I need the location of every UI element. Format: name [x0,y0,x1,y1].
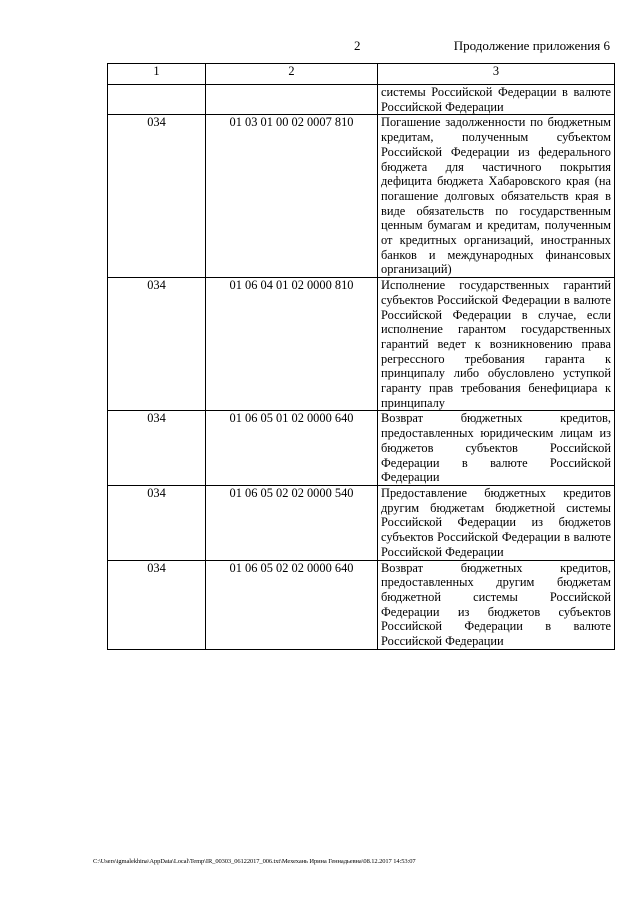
continuation-note: Продолжение приложения 6 [453,38,610,53]
table-header-row [108,64,615,85]
budget-code-cell: 01 03 01 00 02 0007 810 [206,115,378,278]
table-row [108,278,615,411]
description-cell: Исполнение государственных гарантий субъектов Российской Федерации в валюте Российской Федерации в случае, если исполнение гарантом государственных гарантий ведет к возникновению права регрессного требования гаранта к принципалу либо обусловлено уступкой гаранту прав требования бенефициара к принципалу [378,278,615,411]
footer-file-path: C:\Users\igmalekhina\AppData\Local\Temp\IR_00303_06122017_006.txt\Мехехань Ирина Геннадьевна\08.12.2017 14:53:07 [93,858,416,865]
description-cell: Возврат бюджетных кредитов, предоставленных юридическим лицам из бюджетов субъектов Российской Федерации в валюте Российской Федерации [378,411,615,486]
admin-code-cell: 034 [108,278,206,411]
description-cell: Погашение задолженности по бюджетным кредитам, полученным субъектом Российской Федерации из федерального бюджета для частичного покрытия дефицита бюджета Хабаровского края (на погашение долговых обязательств края в виде обязательств по государственным ценным бумагам и кредитам, полученным от кредитных организаций, иностранных банков и международных финансовых организаций) [378,115,615,278]
budget-code-cell [206,85,378,115]
table-row [108,485,615,560]
description-cell: системы Российской Федерации в валюте Российской Федерации [378,85,615,115]
column-header-2: 2 [206,64,378,85]
admin-code-cell [108,85,206,115]
budget-code-cell: 01 06 05 01 02 0000 640 [206,411,378,486]
column-header-3: 3 [378,64,615,85]
admin-code-cell: 034 [108,485,206,560]
budget-code-cell: 01 06 05 02 02 0000 540 [206,485,378,560]
table-row [108,115,615,278]
page-number: 2 [354,38,361,53]
table-row [108,85,615,115]
budget-code-cell: 01 06 05 02 02 0000 640 [206,560,378,649]
admin-code-cell: 034 [108,115,206,278]
admin-code-cell: 034 [108,560,206,649]
admin-code-cell: 034 [108,411,206,486]
budget-code-cell: 01 06 04 01 02 0000 810 [206,278,378,411]
document-table [107,63,615,650]
description-cell: Возврат бюджетных кредитов, предоставленных другим бюджетам бюджетной системы Российской Федерации из бюджетов субъектов Российской Федерации в валюте Российской Федерации [378,560,615,649]
table-row [108,411,615,486]
description-cell: Предоставление бюджетных кредитов другим бюджетам бюджетной системы Российской Федерации из бюджетов субъектов Российской Федерации в валюте Российской Федерации [378,485,615,560]
column-header-1: 1 [108,64,206,85]
table-row [108,560,615,649]
